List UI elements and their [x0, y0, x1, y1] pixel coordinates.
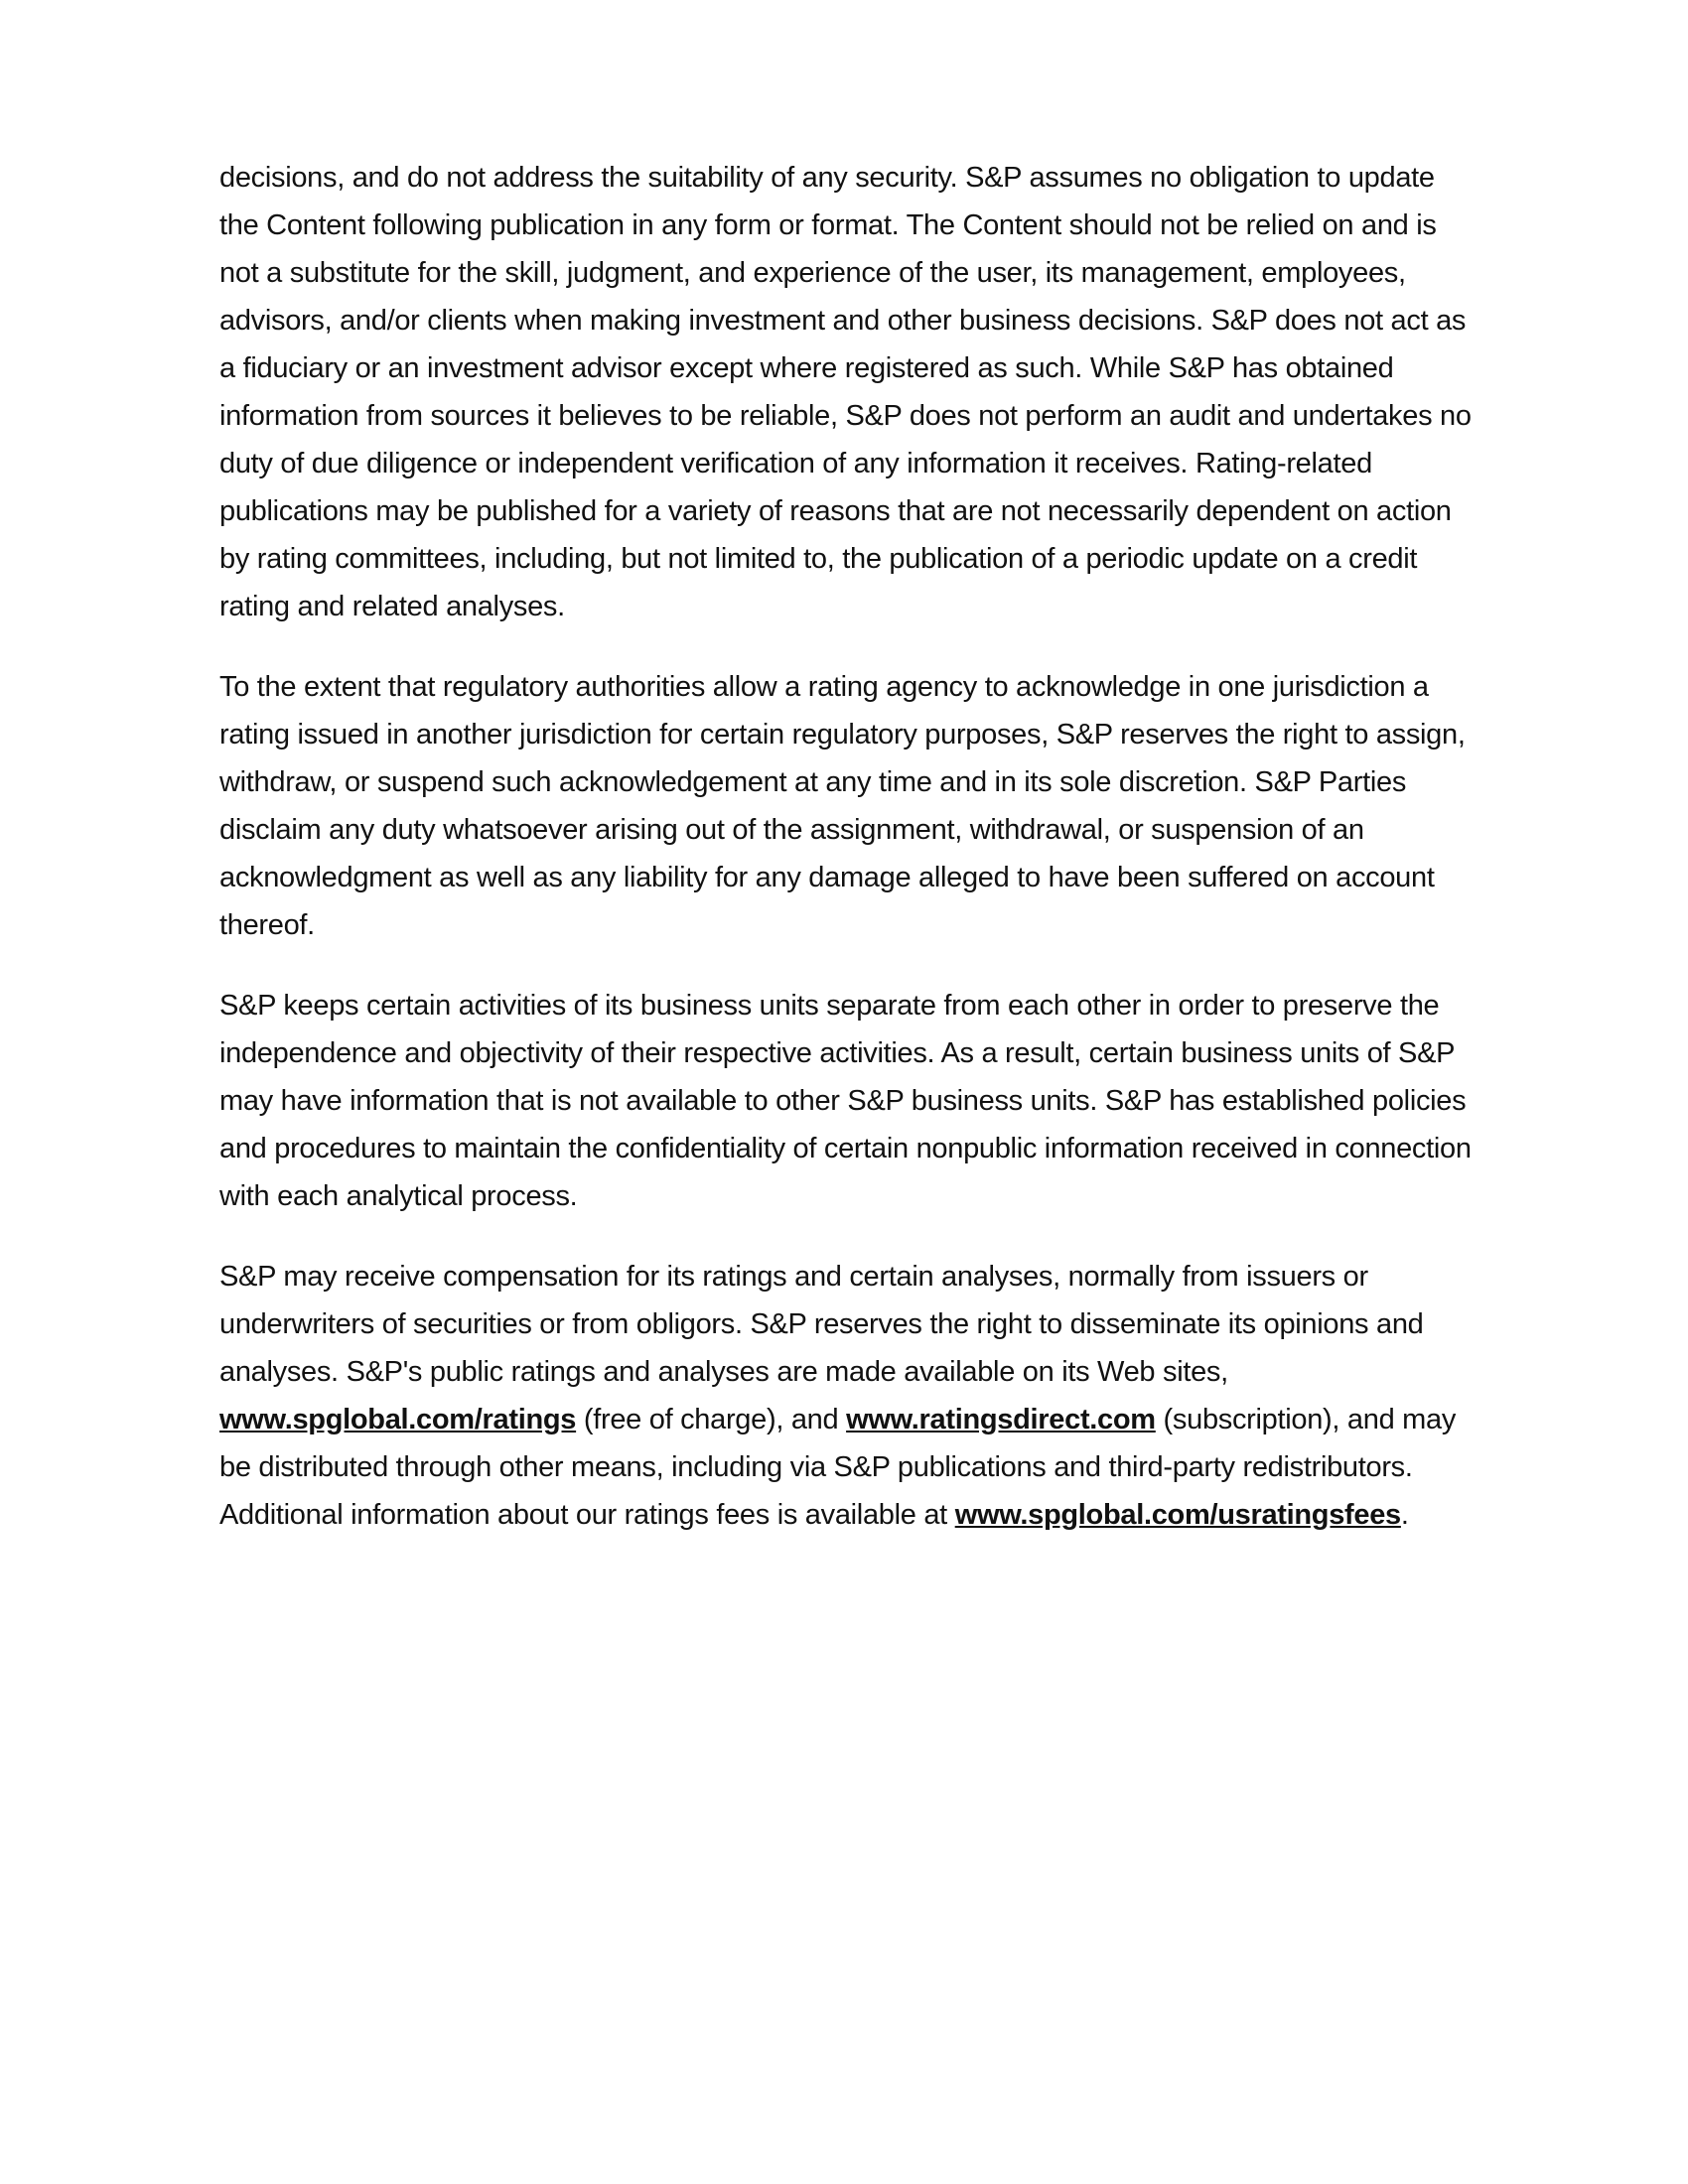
paragraph-regulatory-acknowledgement: To the extent that regulatory authorities allow a rating agency to acknowledge in one jurisdiction a rating issued in another jurisdiction for certain regulatory purposes, S&P reserves the right to assign, withdraw, or suspend such acknowledgement at any time and in its sole discretion. S&P Parties disclaim any duty whatsoever arising out of the assignment, withdrawal, or suspension of an acknowledgment as well as any liability for any damage alleged to have been suffered on account thereof. — [219, 671, 1466, 941]
paragraph-disclaimer-analyses: decisions, and do not address the suitability of any security. S&P assumes no obligation to update the Content following publication in any form or format. The Content should not be relied on and is not a substitute for the skill, judgment, and experience of the user, its management, employees, advisors, and/or clients when making investment and other business decisions. S&P does not act as a fiduciary or an investment advisor except where registered as such. While S&P has obtained information from sources it believes to be reliable, S&P does not perform an audit and undertakes no duty of due diligence or independent verification of any information it receives. Rating-related publications may be published for a variety of reasons that are not necessarily dependent on action by rating committees, including, but not limited to, the publication of a periodic update on a credit rating and related analyses. — [219, 162, 1472, 622]
ratingsdirect-link[interactable]: www.ratingsdirect.com — [846, 1404, 1156, 1435]
compensation-text-3: (subscription), and may be distributed through other means, including via S&P publications and third-party redistributors. Additional information about our ratings fees is available at — [219, 1404, 1457, 1531]
spglobal-ratings-link[interactable]: www.spglobal.com/ratings — [219, 1404, 577, 1435]
compensation-text-2: (free of charge), and — [576, 1404, 847, 1435]
usratingsfees-link[interactable]: www.spglobal.com/usratingsfees — [954, 1499, 1401, 1531]
compensation-text-1: S&P may receive compensation for its ratings and certain analyses, normally from issuers or underwriters of securities or from obligors. S&P reserves the right to disseminate its opinions and analyses. S&P's public ratings and analyses are made available on its Web sites, — [219, 1261, 1424, 1388]
compensation-text-4: . — [1400, 1499, 1409, 1531]
document-body — [219, 154, 1480, 1571]
paragraph-business-units: S&P keeps certain activities of its business units separate from each other in order to preserve the independence and objectivity of their respective activities. As a result, certain business units of S&P may have information that is not available to other S&P business units. S&P has established policies and procedures to maintain the confidentiality of certain nonpublic information received in connection with each analytical process. — [219, 990, 1472, 1212]
paragraph-compensation — [219, 1253, 1480, 1539]
